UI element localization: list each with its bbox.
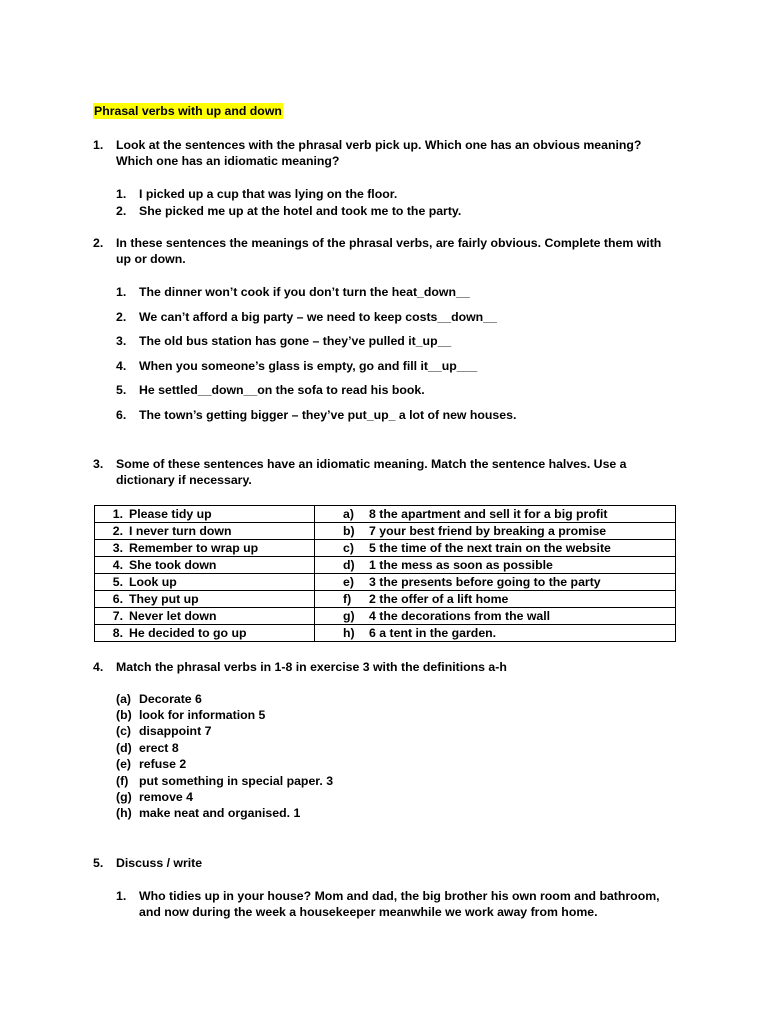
table-row (95, 608, 676, 625)
q2-prompt-line1: In these sentences the meanings of the phrasal verbs, are fairly obvious. Complete them with (116, 236, 662, 250)
table-cell-left (95, 540, 315, 557)
table-row (95, 574, 676, 591)
q1-number: 1. (93, 138, 104, 152)
row-number: 1. (112, 507, 123, 521)
table-cell-left (95, 608, 315, 625)
table-row (95, 540, 676, 557)
table-row (95, 625, 676, 642)
row-letter: h) (343, 626, 355, 640)
q2-item-number: 2. (116, 310, 127, 324)
definition-text: Decorate 6 (139, 692, 202, 706)
definition-text: put something in special paper. 3 (139, 774, 334, 788)
q2-prompt-line2: up or down. (116, 252, 186, 266)
row-letter: c) (343, 541, 354, 555)
q2-item-number: 4. (116, 359, 127, 373)
sentence-end: 2 the offer of a lift home (369, 592, 509, 606)
definition-letter: (c) (116, 724, 132, 738)
sentence-start: Look up (129, 575, 177, 589)
q2-item-number: 1. (116, 285, 127, 299)
definition-letter: (b) (116, 708, 132, 722)
q2-item-text: The dinner won’t cook if you don’t turn the heat_down__ (139, 285, 470, 299)
q1-prompt-line1: Look at the sentences with the phrasal verb pick up. Which one has an obvious meaning? (116, 138, 642, 152)
q4-number: 4. (93, 660, 104, 674)
row-number: 8. (112, 626, 123, 640)
definition-letter: (g) (116, 790, 132, 804)
sentence-start: They put up (129, 592, 199, 606)
row-letter: a) (343, 507, 354, 521)
q1-item-number: 2. (116, 204, 127, 218)
table-cell-right (315, 591, 676, 608)
definition-letter: (d) (116, 741, 132, 755)
definition-text: disappoint 7 (139, 724, 212, 738)
q1-prompt-line2: Which one has an idiomatic meaning? (116, 154, 340, 168)
q2-item-text: When you someone’s glass is empty, go and fill it__up___ (139, 359, 478, 373)
sentence-end: 4 the decorations from the wall (369, 609, 551, 623)
q1-item-text: I picked up a cup that was lying on the floor. (139, 187, 398, 201)
definition-text: make neat and organised. 1 (139, 806, 301, 820)
table-row (95, 523, 676, 540)
definition-letter: (h) (116, 806, 132, 820)
q2-item-number: 5. (116, 383, 127, 397)
q5-prompt: Discuss / write (116, 856, 203, 870)
table-cell-right (315, 540, 676, 557)
row-letter: g) (343, 609, 355, 623)
definition-text: erect 8 (139, 741, 179, 755)
q2-item-text: The town’s getting bigger – they’ve put_up_ a lot of new houses. (139, 408, 517, 422)
sentence-start: Please tidy up (129, 507, 212, 521)
row-number: 3. (112, 541, 123, 555)
table-cell-left (95, 591, 315, 608)
q4-prompt: Match the phrasal verbs in 1-8 in exercise 3 with the definitions a-h (116, 660, 507, 674)
q3-prompt-line2: dictionary if necessary. (116, 473, 252, 487)
q2-item-text: The old bus station has gone – they’ve pulled it_up__ (139, 334, 452, 348)
q2-number: 2. (93, 236, 104, 250)
table-cell-right (315, 506, 676, 523)
table-cell-right (315, 523, 676, 540)
sentence-end: 1 the mess as soon as possible (369, 558, 553, 572)
q5-answer-line1: Who tidies up in your house? Mom and dad, the big brother his own room and bathroom, (139, 889, 660, 903)
definition-text: remove 4 (139, 790, 194, 804)
table-cell-right (315, 625, 676, 642)
q2-item-text: He settled__down__on the sofa to read his book. (139, 383, 425, 397)
sentence-end: 5 the time of the next train on the website (369, 541, 611, 555)
definition-text: look for information 5 (139, 708, 266, 722)
table-cell-left (95, 625, 315, 642)
table-cell-left (95, 506, 315, 523)
q1-item-text: She picked me up at the hotel and took me to the party. (139, 204, 462, 218)
page-title: Phrasal verbs with up and down (94, 104, 282, 118)
row-number: 6. (112, 592, 123, 606)
row-letter: e) (343, 575, 354, 589)
table-row (95, 506, 676, 523)
sentence-start: Remember to wrap up (129, 541, 259, 555)
matching-table (94, 505, 676, 642)
q2-item-text: We can’t afford a big party – we need to keep costs__down__ (139, 310, 497, 324)
table-cell-left (95, 523, 315, 540)
row-number: 4. (112, 558, 123, 572)
sentence-end: 3 the presents before going to the party (369, 575, 601, 589)
row-letter: b) (343, 524, 355, 538)
definition-letter: (f) (116, 774, 129, 788)
table-cell-right (315, 608, 676, 625)
row-letter: d) (343, 558, 355, 572)
q5-number: 5. (93, 856, 104, 870)
q3-prompt-line1: Some of these sentences have an idiomatic meaning. Match the sentence halves. Use a (116, 457, 627, 471)
table-cell-right (315, 557, 676, 574)
row-number: 5. (112, 575, 123, 589)
table-cell-left (95, 557, 315, 574)
table-cell-left (95, 574, 315, 591)
sentence-start: He decided to go up (129, 626, 247, 640)
row-letter: f) (343, 592, 352, 606)
sentence-end: 8 the apartment and sell it for a big profit (369, 507, 608, 521)
sentence-end: 7 your best friend by breaking a promise (369, 524, 607, 538)
sentence-start: Never let down (129, 609, 217, 623)
q2-item-number: 3. (116, 334, 127, 348)
row-number: 7. (112, 609, 123, 623)
sentence-end: 6 a tent in the garden. (369, 626, 497, 640)
definition-letter: (e) (116, 757, 132, 771)
q5-item-number: 1. (116, 889, 127, 903)
row-number: 2. (112, 524, 123, 538)
definition-letter: (a) (116, 692, 132, 706)
sentence-start: I never turn down (129, 524, 232, 538)
table-row (95, 591, 676, 608)
sentence-start: She took down (129, 558, 217, 572)
q2-item-number: 6. (116, 408, 127, 422)
q3-number: 3. (93, 457, 104, 471)
table-cell-right (315, 574, 676, 591)
table-row (95, 557, 676, 574)
definition-text: refuse 2 (139, 757, 187, 771)
q1-item-number: 1. (116, 187, 127, 201)
q5-answer-line2: and now during the week a housekeeper meanwhile we work away from home. (139, 905, 598, 919)
